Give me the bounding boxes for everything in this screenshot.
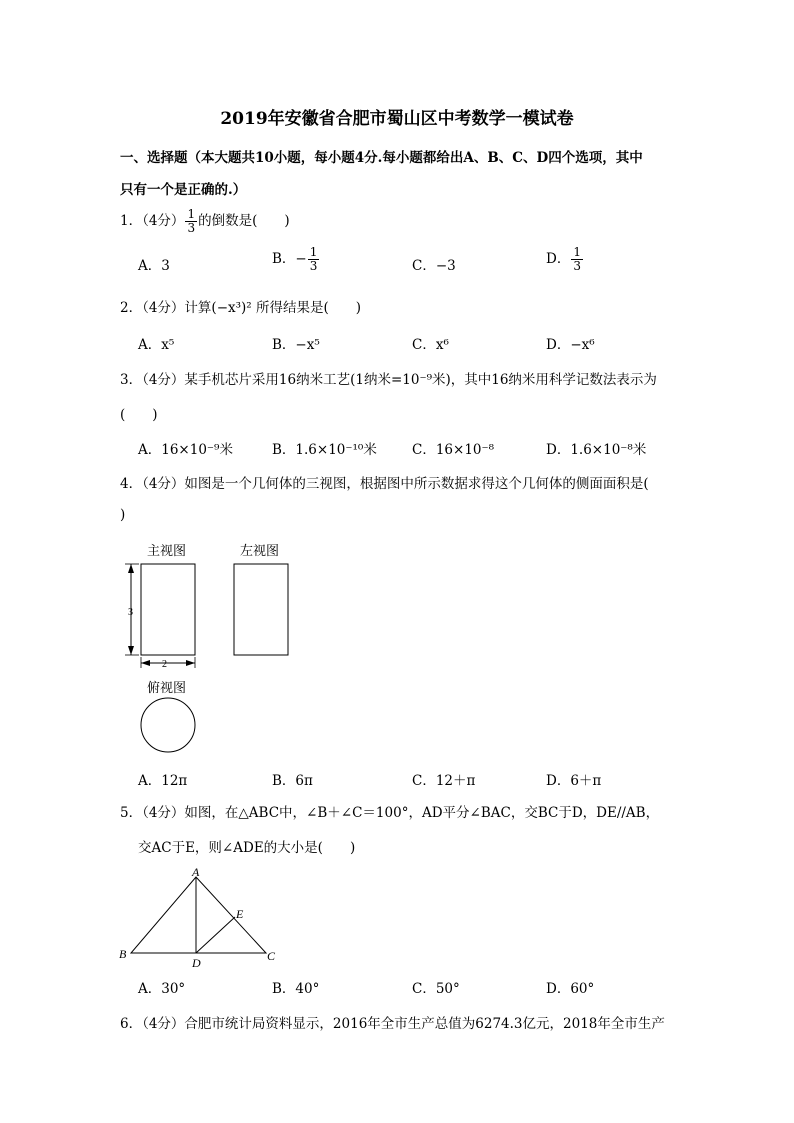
q1-d-fraction	[571, 246, 583, 273]
q1-option-d	[546, 246, 584, 273]
point-e-label: E	[236, 907, 244, 921]
q3-option-b: B．1.6×10⁻¹⁰米	[272, 442, 377, 458]
q1-b-prefix: B．−	[272, 251, 307, 267]
q2-option-a: A．x⁵	[138, 337, 175, 353]
vertex-c-label: C	[267, 949, 276, 963]
front-view-rect	[141, 564, 195, 655]
q3-option-a: A．16×10⁻⁹米	[138, 442, 233, 458]
q1-d-den: 3	[573, 259, 581, 273]
q3-option-c: C．16×10⁻⁸	[412, 442, 495, 458]
q1-prefix: 1．（4分）	[120, 213, 185, 229]
q1-b-den: 3	[309, 259, 318, 273]
three-views-figure	[115, 535, 315, 760]
left-view-label: 左视图	[240, 544, 280, 559]
q3-option-d: D．1.6×10⁻⁸米	[546, 442, 647, 458]
point-d-label: D	[192, 956, 201, 970]
q1-suffix: 的倒数是( )	[198, 213, 290, 229]
question-4: 4．（4分）如图是一个几何体的三视图，根据图中所示数据求得这个几何体的侧面面积是(	[120, 476, 649, 492]
q2-option-b: B．−x⁵	[272, 337, 320, 353]
section-heading-cont: 只有一个是正确的.）	[120, 182, 247, 198]
q5-option-c: C．50°	[412, 981, 460, 997]
question-1	[120, 208, 290, 235]
top-view-circle	[141, 698, 195, 752]
q4-option-d: D．6＋π	[546, 773, 602, 789]
question-2: 2．（4分）计算(−x³)² 所得结果是( )	[120, 300, 362, 316]
q1-fraction	[185, 208, 197, 235]
vertex-a-label: A	[192, 865, 200, 879]
q2-option-d: D．−x⁶	[546, 337, 595, 353]
width-dimension-label: 2	[162, 659, 167, 670]
q4-option-b: B．6π	[272, 773, 313, 789]
triangle-abc	[131, 877, 266, 953]
q1-d-num: 1	[573, 245, 581, 259]
question-5-cont: 交AC于E，则∠ADE的大小是( )	[138, 840, 356, 856]
q2-option-c: C．x⁶	[412, 337, 449, 353]
section-heading: 一、选择题（本大题共10小题，每小题4分.每小题都给出A、B、C、D四个选项，其中	[120, 150, 643, 166]
top-view-label: 俯视图	[147, 681, 187, 696]
q4-option-a: A．12π	[138, 773, 188, 789]
q1-frac-num: 1	[187, 207, 196, 221]
q1-d-prefix: D．	[546, 251, 571, 267]
q1-b-fraction	[308, 246, 320, 273]
q4-option-c: C．12＋π	[412, 773, 476, 789]
page-title: 2019年安徽省合肥市蜀山区中考数学一模试卷	[220, 109, 574, 129]
q5-option-b: B．40°	[272, 981, 320, 997]
left-view-rect	[234, 564, 288, 655]
triangle-figure	[115, 862, 285, 974]
question-5: 5．（4分）如图，在△ABC中，∠B＋∠C＝100°，AD平分∠BAC，交BC于D，DE//AB，	[120, 805, 660, 821]
q1-option-b	[272, 246, 320, 273]
question-3-cont: ( )	[120, 407, 158, 423]
q1-option-c: C．−3	[412, 258, 456, 274]
front-view-label: 主视图	[147, 544, 187, 559]
vertex-b-label: B	[119, 947, 127, 961]
height-dimension-label: 3	[128, 607, 133, 618]
q1-frac-den: 3	[187, 221, 196, 235]
question-4-cont: )	[120, 507, 126, 523]
q1-option-a: A．3	[138, 258, 170, 274]
q5-option-a: A．30°	[138, 981, 186, 997]
q1-b-num: 1	[309, 245, 318, 259]
question-6: 6．（4分）合肥市统计局资料显示，2016年全市生产总值为6274.3亿元，2018年全市生产	[120, 1016, 665, 1032]
question-3: 3．（4分）某手机芯片采用16纳米工艺(1纳米=10⁻⁹米)，其中16纳米用科学记数法表示为	[120, 372, 657, 388]
segment-de	[196, 917, 235, 953]
q5-option-d: D．60°	[546, 981, 595, 997]
